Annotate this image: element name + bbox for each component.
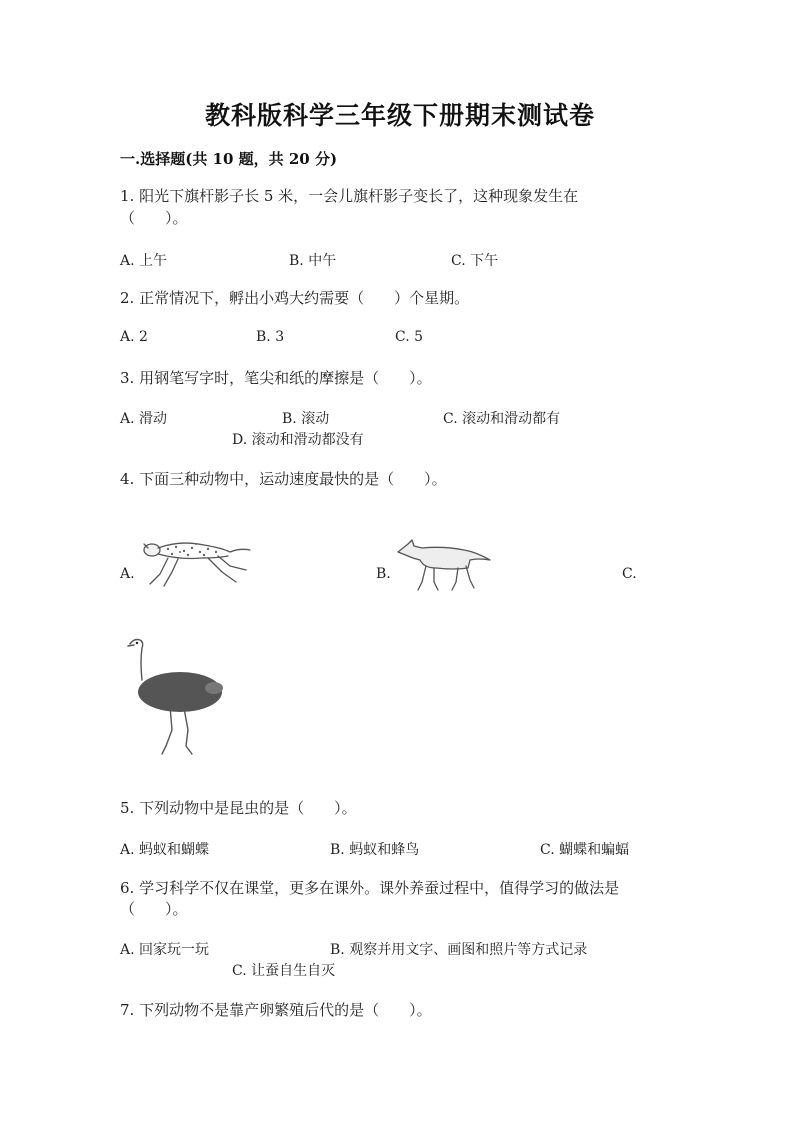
question-3-option-d: D. 滚动和滑动都没有 — [232, 432, 364, 448]
question-5-option-a: A. 蚂蚁和蝴蝶 — [120, 842, 210, 858]
question-4-option-a: A. — [120, 566, 135, 582]
question-3-option-b: B. 滚动 — [282, 411, 330, 427]
question-2-option-b: B. 3 — [256, 329, 285, 345]
ostrich-image — [126, 634, 228, 756]
question-3-option-c: C. 滚动和滑动都有 — [443, 411, 561, 427]
question-1-option-b: B. 中午 — [289, 253, 337, 269]
question-2-option-a: A. 2 — [120, 329, 148, 345]
page-title: 教科版科学三年级下册期末测试卷 — [204, 101, 595, 130]
question-4-option-b: B. — [376, 566, 391, 582]
question-2-option-c: C. 5 — [395, 329, 424, 345]
question-2-text: 2. 正常情况下，孵出小鸡大约需要（ ）个星期。 — [120, 289, 470, 307]
question-5-option-c: C. 蝴蝶和蝙蝠 — [540, 842, 630, 858]
question-5-text: 5. 下列动物中是昆虫的是（ ）。 — [120, 799, 357, 817]
question-3-option-a: A. 滑动 — [120, 411, 168, 427]
question-7-text: 7. 下列动物不是靠产卵繁殖后代的是（ ）。 — [120, 1001, 432, 1019]
question-1-text-cont: （ ）。 — [120, 209, 188, 227]
question-3-text: 3. 用钢笔写字时，笔尖和纸的摩擦是（ ）。 — [120, 369, 432, 387]
section-heading: 一.选择题(共 10 题，共 20 分) — [120, 150, 338, 168]
question-6-option-b: B. 观察并用文字、画图和照片等方式记录 — [330, 942, 588, 958]
question-4-text: 4. 下面三种动物中，运动速度最快的是（ ）。 — [120, 470, 447, 488]
question-6-option-c: C. 让蚕自生自灭 — [232, 963, 336, 979]
question-6-option-a: A. 回家玩一玩 — [120, 942, 210, 958]
question-4-option-c: C. — [622, 566, 637, 582]
cheetah-image — [138, 536, 256, 592]
wolf-image — [394, 538, 494, 594]
question-1-text: 1. 阳光下旗杆影子长 5 米，一会儿旗杆影子变长了，这种现象发生在 — [120, 187, 579, 205]
question-6-text-cont: （ ）。 — [120, 900, 188, 918]
question-1-option-c: C. 下午 — [451, 253, 499, 269]
question-5-option-b: B. 蚂蚁和蜂鸟 — [330, 842, 420, 858]
question-1-option-a: A. 上午 — [120, 253, 168, 269]
question-6-text: 6. 学习科学不仅在课堂，更多在课外。课外养蚕过程中，值得学习的做法是 — [120, 879, 620, 897]
